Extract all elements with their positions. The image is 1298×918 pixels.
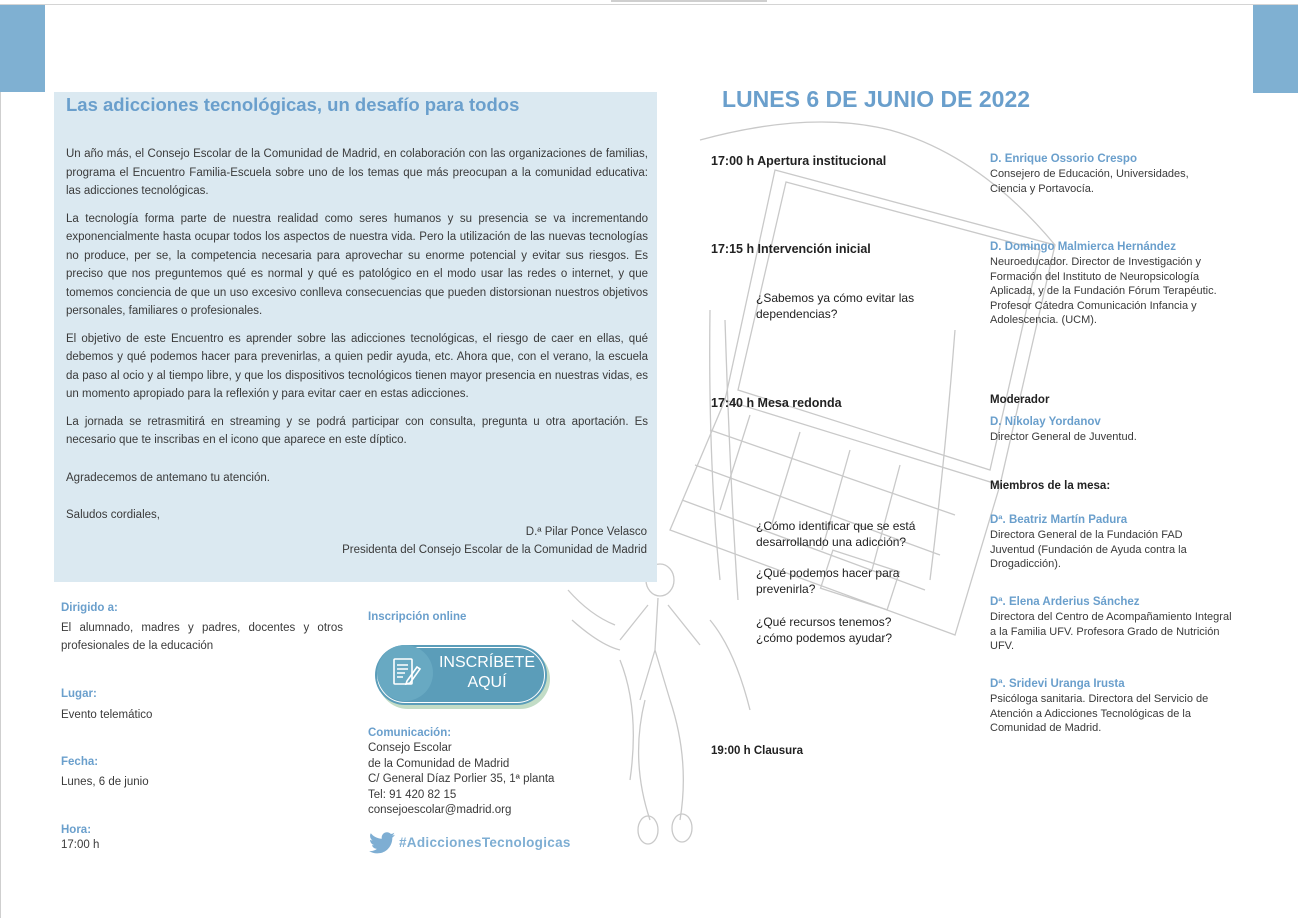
slot-mesa-redonda: 17:40 h Mesa redonda: [711, 396, 842, 410]
speaker-description: Consejero de Educación, Universidades, Ciencia y Portavocía.: [990, 168, 1189, 195]
question: ¿Qué recursos tenemos? ¿cómo podemos ayudar?: [756, 615, 893, 645]
comunicacion-label: Comunicación:: [368, 727, 452, 739]
speaker-description: Directora del Centro de Acompañamiento Integral a la Familia UFV. Profesora Grado de Nutrición UFV.: [990, 611, 1232, 652]
intro-paragraph-2: La tecnología forma parte de nuestra realidad como seres humanos y su presencia se va incrementando exponencialmente hasta ocupar todos los aspectos de nuestra vida. Pero la utilización de las nuevas tecnologías no produce, per se, la competencia necesaria para aprovechar su enorme potencial y evitar sus riesgos. Es preciso que nos preguntemos qué es normal y qué es patológico en el modo usar las redes o internet, y que tomemos conciencia de que un uso excesivo conlleva consecuencias que pueden distorsionan nuestros objetivos personales, familiares o profesionales.: [66, 212, 648, 317]
intro-body: [66, 145, 648, 534]
speaker-name: Dª. Elena Arderius Sánchez: [990, 596, 1140, 608]
inscribete-button-label: [433, 653, 541, 693]
button-label-line-2: AQUÍ: [467, 674, 507, 691]
speaker-name: Dª. Sridevi Uranga Irusta: [990, 678, 1125, 690]
dirigido-label: Dirigido a:: [61, 602, 118, 614]
fecha-label: Fecha:: [61, 756, 99, 768]
question: ¿Sabemos ya cómo evitar las dependencias?: [756, 291, 915, 321]
comunicacion-block: [368, 741, 554, 819]
speaker-description: Director General de Juventud.: [990, 431, 1137, 443]
hora-text: 17:00 h: [61, 839, 100, 851]
button-label-line-1: INSCRÍBETE: [438, 654, 535, 671]
question: ¿Cómo identificar que se está desarrollando una adicción?: [756, 519, 916, 549]
signature-name: D.ª Pilar Ponce Velasco: [525, 526, 647, 538]
signature: [342, 524, 647, 559]
twitter-bird-icon: [369, 832, 395, 854]
speaker-name: D. Domingo Malmierca Hernández: [990, 241, 1176, 253]
speaker-name: Dª. Beatriz Martín Padura: [990, 514, 1128, 526]
top-border: [0, 4, 1298, 5]
left-edge: [0, 92, 1, 918]
inscripcion-label: Inscripción online: [368, 611, 467, 623]
moderador-label: Moderador: [990, 394, 1050, 406]
comunicacion-line: C/ General Díaz Porlier 35, 1ª planta: [368, 773, 555, 785]
slot-intervencion: 17:15 h Intervención inicial: [711, 242, 871, 256]
comunicacion-line: de la Comunidad de Madrid: [368, 757, 510, 770]
comunicacion-phone: Tel: 91 420 82 15: [368, 788, 457, 801]
dirigido-text: El alumnado, madres y padres, docentes y otros profesionales de la educación: [61, 622, 343, 652]
speaker-description: Neuroeducador. Director de Investigación y Formación del Instituto de Neuropsicología Aplicada, y de la Fundación Fórum Terapéutic. Profesor Cátedra Comunicación Infancia y Adolescencia. (UCM).: [990, 256, 1217, 326]
hashtag[interactable]: #AdiccionesTecnologicas: [399, 835, 571, 850]
fecha-text: Lunes, 6 de junio: [61, 776, 149, 788]
slot-clausura: 19:00 h Clausura: [711, 745, 804, 757]
program-date-title: LUNES 6 DE JUNIO DE 2022: [722, 86, 1031, 112]
intro-paragraph-1: Un año más, el Consejo Escolar de la Comunidad de Madrid, en colaboración con las organizaciones de familias, programa el Encuentro Familia-Escuela sobre uno de los temas que más preocupan a la comunidad educativa: las adicciones tecnológicas.: [66, 148, 648, 197]
comunicacion-email[interactable]: consejoescolar@madrid.org: [368, 804, 512, 816]
speaker-name: D. Nikolay Yordanov: [990, 416, 1101, 428]
intro-panel: [54, 92, 657, 582]
speaker-description: Psicóloga sanitaria. Directora del Servicio de Atención a Adicciones Tecnológicas de la Comunidad de Madrid.: [990, 693, 1209, 734]
intro-paragraph-5: Agradecemos de antemano tu atención.: [66, 471, 270, 484]
intro-paragraph-3: El objetivo de este Encuentro es aprender sobre las adicciones tecnológicas, el riesgo de caer en ellas, qué debemos y qué podemos hacer para prevenirlas, a quien pedir ayuda, etc. Ahora que, con el verano, la escuela da paso al ocio y al tiempo libre, y que los dispositivos tecnológicos tienen mayor presencia en nuestras vidas, es un momento apropiado para la reflexión y para evitar caer en estas adicciones.: [66, 332, 648, 400]
intro-paragraph-4: La jornada se retrasmitirá en streaming y se podrá participar con consulta, pregunta u otra aportación. Es necesario que te inscribas en el icono que aparece en este díptico.: [66, 415, 648, 446]
comunicacion-line: Consejo Escolar: [368, 742, 452, 754]
slot-apertura: 17:00 h Apertura institucional: [711, 154, 887, 168]
signature-role: Presidenta del Consejo Escolar de la Comunidad de Madrid: [342, 543, 647, 556]
intro-greeting: Saludos cordiales,: [66, 509, 160, 521]
inscribete-button[interactable]: [375, 645, 547, 705]
lugar-text: Evento telemático: [61, 709, 153, 721]
miembros-label: Miembros de la mesa:: [990, 480, 1111, 492]
question: ¿Qué podemos hacer para prevenirla?: [756, 566, 900, 596]
hora-label: Hora:: [61, 824, 92, 836]
top-notch: [611, 0, 767, 2]
right-corner-tab: [1253, 5, 1298, 93]
intro-title: Las adicciones tecnológicas, un desafío para todos: [66, 94, 520, 115]
speaker-name: D. Enrique Ossorio Crespo: [990, 153, 1137, 165]
form-edit-icon: [377, 645, 433, 701]
speaker-description: Directora General de la Fundación FAD Juventud (Fundación de Ayuda contra la Drogadicción).: [990, 529, 1187, 570]
left-corner-tab: [0, 5, 45, 92]
lugar-label: Lugar:: [61, 688, 97, 700]
